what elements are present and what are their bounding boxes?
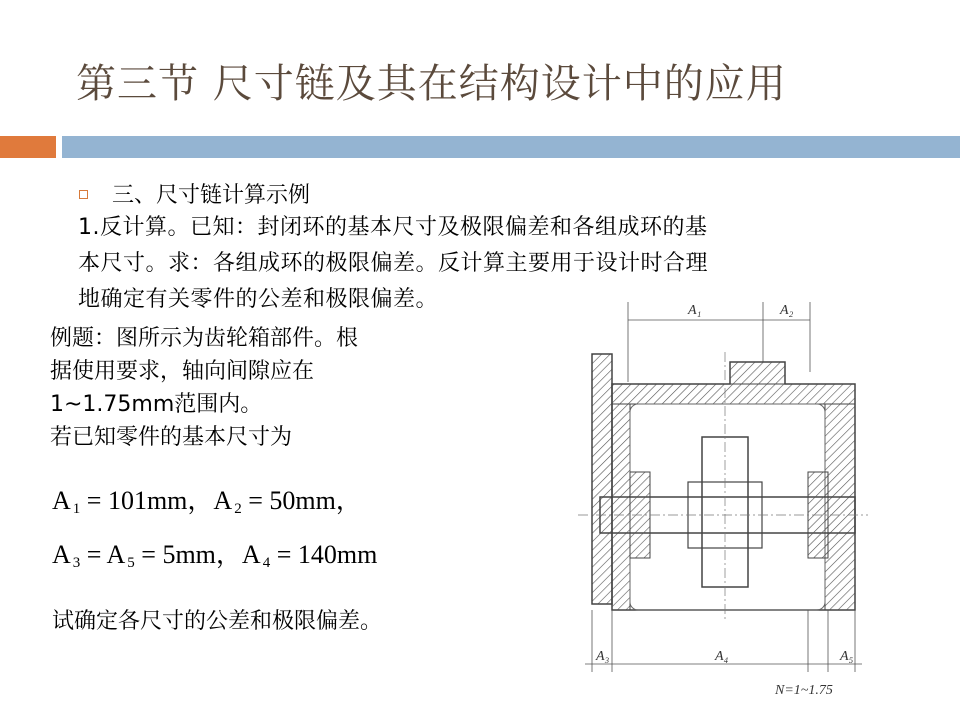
housing-cavity bbox=[630, 404, 825, 610]
example-line: 例题：图所示为齿轮箱部件。根 bbox=[50, 326, 359, 351]
paragraph-line: 本尺寸。求：各组成环的极限偏差。反计算主要用于设计时合理 bbox=[78, 251, 709, 276]
formula-value: = 50mm， bbox=[241, 486, 362, 515]
paragraph-line: 1.反计算。已知：封闭环的基本尺寸及极限偏差和各组成环的基 bbox=[78, 215, 708, 240]
formula-symbol: A bbox=[52, 486, 71, 515]
left-cover bbox=[592, 354, 612, 604]
example-line: 1~1.75mm范围内。 bbox=[50, 392, 263, 417]
formula-subscript: 4 bbox=[262, 555, 271, 571]
bullet-square-icon bbox=[79, 190, 88, 199]
housing-right-wall bbox=[825, 404, 855, 610]
title-bar bbox=[62, 136, 960, 158]
formula-line-2 bbox=[52, 534, 377, 572]
housing-left-wall bbox=[612, 404, 630, 610]
example-line: 若已知零件的基本尺寸为 bbox=[50, 425, 293, 450]
formula-value: = 5mm， bbox=[134, 540, 242, 569]
formula-subscript: 2 bbox=[234, 501, 242, 517]
formula-subscript: 3 bbox=[72, 555, 81, 571]
bullet-heading: 三、尺寸链计算示例 bbox=[112, 183, 311, 208]
paragraph-line: 地确定有关零件的公差和极限偏差。 bbox=[78, 287, 439, 312]
formula-subscript: 1 bbox=[72, 501, 81, 517]
label-a2: A₂ bbox=[780, 303, 794, 318]
example-text bbox=[50, 322, 490, 454]
label-a4: A₄ bbox=[715, 649, 729, 664]
formula-symbol: A bbox=[241, 540, 261, 569]
formula-symbol: A bbox=[106, 540, 126, 569]
gearbox-drawing-svg bbox=[570, 292, 870, 702]
task-line: 试确定各尺寸的公差和极限偏差。 bbox=[52, 609, 383, 634]
label-a3: A₃ bbox=[596, 649, 610, 664]
formula-value: = bbox=[80, 540, 107, 569]
slide-title: 第三节 尺寸链及其在结构设计中的应用 bbox=[76, 61, 787, 107]
formula-symbol: A bbox=[52, 540, 71, 569]
formula-line-1 bbox=[52, 480, 362, 518]
label-clearance: N=1~1.75 bbox=[775, 683, 833, 698]
example-line: 据使用要求，轴向间隙应在 bbox=[50, 359, 315, 384]
label-a1: A₁ bbox=[688, 303, 702, 318]
title-bar-accent bbox=[0, 136, 56, 158]
formula-value: = 101mm， bbox=[80, 486, 214, 515]
formula-symbol: A bbox=[213, 486, 233, 515]
housing-top-wall bbox=[612, 384, 855, 404]
gearbox-drawing bbox=[570, 292, 870, 702]
formula-subscript: 5 bbox=[127, 555, 135, 571]
housing-boss bbox=[730, 362, 785, 384]
label-a5: A₅ bbox=[840, 649, 854, 664]
formula-value: = 140mm bbox=[270, 540, 378, 569]
